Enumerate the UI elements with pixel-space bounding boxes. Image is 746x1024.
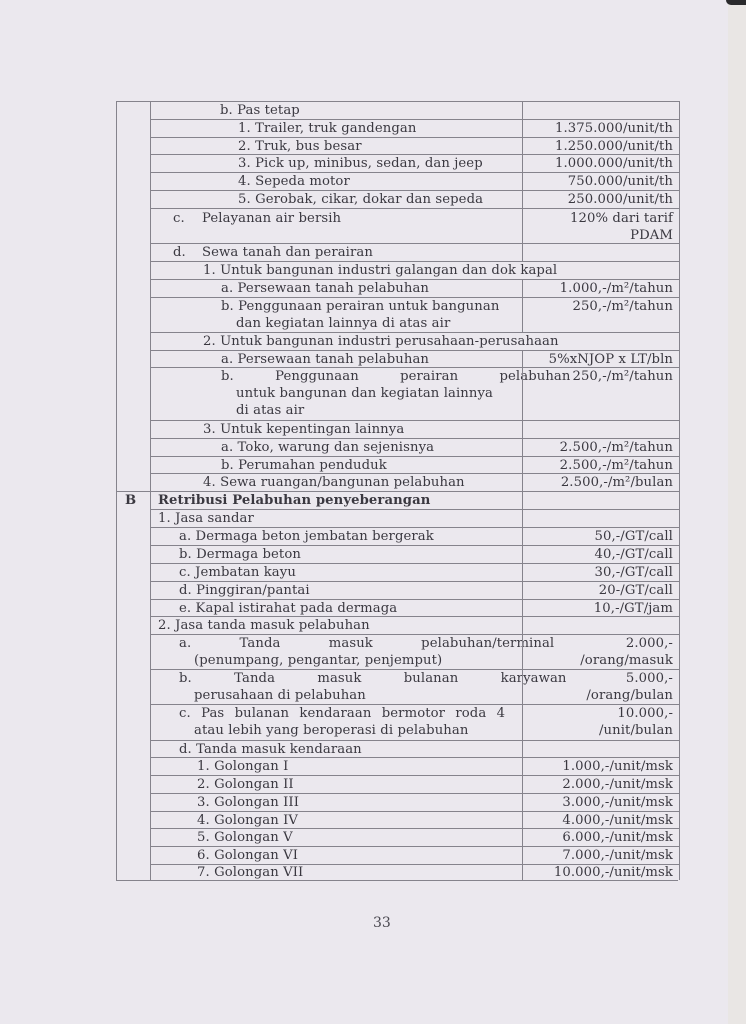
row-label: 3. Golongan III — [197, 795, 300, 810]
row-label-line1: b. Penggunaan perairan pelabuhan — [221, 369, 571, 384]
row-value-line1: 5.000,- — [625, 671, 673, 686]
table-row — [116, 704, 678, 740]
row-prefix: d. — [173, 245, 186, 260]
table-row — [116, 172, 678, 190]
row-value-line1: 10.000,- — [617, 706, 673, 721]
row-label-line1: b. Tanda masuk bulanan karyawan — [179, 671, 567, 686]
page-number: 33 — [373, 915, 391, 931]
row-label: d. Tanda masuk kendaraan — [179, 742, 362, 757]
table-row — [116, 261, 678, 279]
table-row — [116, 190, 678, 208]
table-row — [116, 438, 678, 456]
table-row — [116, 367, 678, 420]
row-label: 2. Truk, bus besar — [238, 139, 362, 154]
row-label: 3. Pick up, minibus, sedan, dan jeep — [238, 156, 483, 171]
table-row — [116, 634, 678, 669]
row-value: 4.000,-/unit/msk — [562, 813, 673, 828]
row-label-line3: di atas air — [236, 403, 305, 418]
row-label-line2: untuk bangunan dan kegiatan lainnya — [236, 386, 493, 401]
row-value: 3.000,-/unit/msk — [562, 795, 673, 810]
row-value-line1: 2.000,- — [625, 636, 673, 651]
row-label-line1: b. Penggunaan perairan untuk bangunan — [221, 299, 500, 314]
row-label: 5. Golongan V — [197, 830, 293, 845]
row-label-line2: dan kegiatan lainnya di atas air — [236, 316, 451, 331]
row-label: 1. Untuk bangunan industri galangan dan dok kapal — [203, 263, 558, 278]
table-row — [116, 581, 678, 599]
row-label: 1. Golongan I — [197, 759, 289, 774]
table-row — [116, 669, 678, 704]
table-row — [116, 243, 678, 261]
row-label: 4. Sepeda motor — [238, 174, 350, 189]
row-label: c. Jembatan kayu — [179, 565, 296, 580]
table-row — [116, 154, 678, 172]
row-label-line1: c. Pas bulanan kendaraan bermotor roda 4 — [179, 706, 506, 721]
row-value: 1.000.000/unit/th — [555, 156, 673, 171]
table-row — [116, 350, 678, 367]
row-label: a. Toko, warung dan sejenisnya — [221, 440, 435, 455]
row-value: 2.000,-/unit/msk — [562, 777, 673, 792]
row-label: a. Persewaan tanah pelabuhan — [221, 281, 430, 296]
row-value: 7.000,-/unit/msk — [562, 848, 673, 863]
table-row — [116, 420, 678, 438]
row-label: a. Dermaga beton jembatan bergerak — [179, 529, 434, 544]
row-label: b. Dermaga beton — [179, 547, 301, 562]
table-row — [116, 545, 678, 563]
table-row — [116, 793, 678, 811]
row-label: Pelayanan air bersih — [202, 211, 342, 226]
row-prefix: c. — [173, 211, 185, 226]
row-label: b. Perumahan penduduk — [221, 458, 387, 473]
table-row — [116, 332, 678, 350]
table-row — [116, 828, 678, 846]
row-value: 1.000,-/unit/msk — [562, 759, 673, 774]
row-value: 750.000/unit/th — [567, 174, 673, 189]
row-value-line2: /orang/masuk — [580, 653, 673, 668]
table-row — [116, 527, 678, 545]
row-label: 6. Golongan VI — [197, 848, 299, 863]
row-label: a. Persewaan tanah pelabuhan — [221, 352, 430, 367]
row-label: Sewa tanah dan perairan — [202, 245, 373, 260]
row-label: 2. Golongan II — [197, 777, 294, 792]
row-value-line2: PDAM — [630, 228, 673, 243]
row-value: 6.000,-/unit/msk — [562, 830, 673, 845]
row-label: 7. Golongan VII — [197, 865, 304, 880]
row-value-line1: 120% dari tarif — [570, 211, 673, 226]
table-row — [116, 456, 678, 473]
row-value: 2.500,-/m²/tahun — [559, 458, 673, 473]
row-label: 3. Untuk kepentingan lainnya — [203, 422, 405, 437]
row-value: 2.500,-/m²/bulan — [560, 475, 673, 490]
row-value-line2: /orang/bulan — [586, 688, 673, 703]
table-row — [116, 846, 678, 864]
table-row — [116, 775, 678, 793]
row-label: e. Kapal istirahat pada dermaga — [179, 601, 398, 616]
row-value: 2.500,-/m²/tahun — [559, 440, 673, 455]
row-label: 4. Sewa ruangan/bangunan pelabuhan — [203, 475, 465, 490]
row-label: 1. Jasa sandar — [158, 511, 254, 526]
row-label: 4. Golongan IV — [197, 813, 299, 828]
row-value: 1.000,-/m²/tahun — [559, 281, 673, 296]
row-value-line2: /unit/bulan — [599, 723, 673, 738]
table-row — [116, 740, 678, 757]
row-label-line2: (penumpang, pengantar, penjemput) — [194, 653, 443, 668]
table-row — [116, 101, 678, 119]
section-letter: B — [125, 493, 137, 508]
table-bottom-border — [116, 880, 678, 881]
table-row — [116, 491, 678, 509]
table-row — [116, 599, 678, 616]
scan-corner — [726, 0, 746, 5]
row-label-line2: atau lebih yang beroperasi di pelabuhan — [194, 723, 469, 738]
table-row — [116, 563, 678, 581]
row-value: 10,-/GT/jam — [593, 601, 673, 616]
table-row — [116, 137, 678, 154]
table-row — [116, 864, 678, 880]
table-row — [116, 757, 678, 775]
row-value: 250,-/m²/tahun — [572, 369, 673, 384]
row-label: 2. Untuk bangunan industri perusahaan-perusahaan — [203, 334, 559, 349]
row-value: 50,-/GT/call — [594, 529, 673, 544]
table-row — [116, 509, 678, 527]
row-value: 30,-/GT/call — [594, 565, 673, 580]
row-value: 250,-/m²/tahun — [572, 299, 673, 314]
row-value: 10.000,-/unit/msk — [553, 865, 673, 880]
table-row — [116, 616, 678, 634]
table-row — [116, 208, 678, 243]
table-row — [116, 119, 678, 137]
row-label-line2: perusahaan di pelabuhan — [194, 688, 366, 703]
row-value: 5%xNJOP x LT/bln — [548, 352, 673, 367]
page-edge-shadow — [728, 0, 746, 1024]
row-label: d. Pinggiran/pantai — [179, 583, 310, 598]
row-value: 40,-/GT/call — [594, 547, 673, 562]
row-label: b. Pas tetap — [220, 103, 300, 118]
row-value: 250.000/unit/th — [567, 192, 673, 207]
row-value: 20-/GT/call — [598, 583, 673, 598]
table-row — [116, 297, 678, 332]
row-label: 2. Jasa tanda masuk pelabuhan — [158, 618, 370, 633]
row-label: 1. Trailer, truk gandengan — [238, 121, 417, 136]
table-row — [116, 279, 678, 297]
row-label-line1: a. Tanda masuk pelabuhan/terminal — [179, 636, 555, 651]
section-title: Retribusi Pelabuhan penyeberangan — [158, 493, 431, 508]
table-row — [116, 473, 678, 491]
row-value: 1.250.000/unit/th — [555, 139, 673, 154]
table-row — [116, 811, 678, 828]
row-value: 1.375.000/unit/th — [555, 121, 673, 136]
row-label: 5. Gerobak, cikar, dokar dan sepeda — [238, 192, 484, 207]
